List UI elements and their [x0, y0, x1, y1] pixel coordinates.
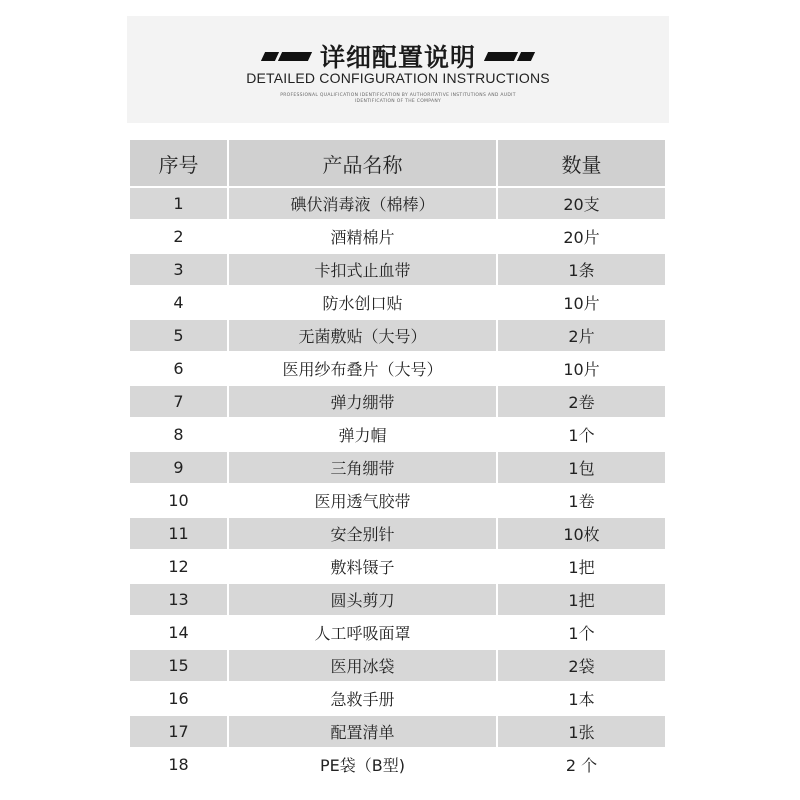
row-serial-number: 7 [130, 385, 228, 418]
table-row [130, 385, 665, 418]
row-serial-number: 14 [130, 616, 228, 649]
table-row [130, 649, 665, 682]
row-product-name: 酒精棉片 [228, 220, 497, 253]
table-row [130, 418, 665, 451]
header-serial-number: 序号 [130, 140, 228, 187]
row-quantity: 2卷 [497, 385, 665, 418]
fine-print [167, 93, 629, 105]
row-serial-number: 4 [130, 286, 228, 319]
page-title: 详细配置说明 [319, 43, 476, 72]
row-quantity: 1把 [497, 550, 665, 583]
row-product-name: 医用透气胶带 [228, 484, 497, 517]
table-row [130, 451, 665, 484]
table-row [130, 517, 665, 550]
row-serial-number: 3 [130, 253, 228, 286]
table-row [130, 187, 665, 220]
row-product-name: 弹力绷带 [228, 385, 497, 418]
table-row [130, 253, 665, 286]
row-quantity: 1把 [497, 583, 665, 616]
table-row [130, 583, 665, 616]
row-quantity: 2袋 [497, 649, 665, 682]
row-serial-number: 2 [130, 220, 228, 253]
row-quantity: 1本 [497, 682, 665, 715]
header-quantity: 数量 [497, 140, 665, 187]
row-product-name: PE袋（B型) [228, 748, 497, 780]
row-product-name: 圆头剪刀 [228, 583, 497, 616]
title-row [127, 38, 669, 74]
row-product-name: 无菌敷贴（大号） [228, 319, 497, 352]
row-serial-number: 8 [130, 418, 228, 451]
row-quantity: 20片 [497, 220, 665, 253]
row-quantity: 1条 [497, 253, 665, 286]
right-stripe-decoration [486, 52, 533, 61]
row-quantity: 2片 [497, 319, 665, 352]
table-row [130, 616, 665, 649]
row-product-name: 弹力帽 [228, 418, 497, 451]
row-serial-number: 11 [130, 517, 228, 550]
left-stripe-decoration [263, 52, 310, 61]
row-serial-number: 9 [130, 451, 228, 484]
row-serial-number: 18 [130, 748, 228, 780]
row-product-name: 三角绷带 [228, 451, 497, 484]
row-product-name: 防水创口贴 [228, 286, 497, 319]
row-quantity: 1个 [497, 616, 665, 649]
row-serial-number: 6 [130, 352, 228, 385]
row-serial-number: 15 [130, 649, 228, 682]
table-header-row [130, 140, 665, 187]
table-row [130, 220, 665, 253]
header-panel [127, 16, 669, 123]
row-quantity: 1个 [497, 418, 665, 451]
row-serial-number: 17 [130, 715, 228, 748]
table-row [130, 286, 665, 319]
row-product-name: 敷料镊子 [228, 550, 497, 583]
row-product-name: 急救手册 [228, 682, 497, 715]
row-serial-number: 10 [130, 484, 228, 517]
row-quantity: 10片 [497, 352, 665, 385]
row-quantity: 1包 [497, 451, 665, 484]
row-quantity: 2 个 [497, 748, 665, 780]
row-product-name: 医用纱布叠片（大号） [228, 352, 497, 385]
row-quantity: 10片 [497, 286, 665, 319]
row-quantity: 10枚 [497, 517, 665, 550]
table-row [130, 550, 665, 583]
table-row [130, 715, 665, 748]
table-row [130, 352, 665, 385]
row-product-name: 人工呼吸面罩 [228, 616, 497, 649]
row-quantity: 20支 [497, 187, 665, 220]
row-serial-number: 5 [130, 319, 228, 352]
table-row [130, 682, 665, 715]
row-product-name: 卡扣式止血带 [228, 253, 497, 286]
table-row [130, 319, 665, 352]
row-product-name: 医用冰袋 [228, 649, 497, 682]
row-product-name: 碘伏消毒液（棉棒） [228, 187, 497, 220]
table-row [130, 748, 665, 780]
fine-print-line-1: PROFESSIONAL QUALIFICATION IDENTIFICATION BY AUTHORITATIVE INSTITUTIONS AND AUDIT [280, 93, 516, 98]
row-product-name: 安全别针 [228, 517, 497, 550]
row-product-name: 配置清单 [228, 715, 497, 748]
header-product-name: 产品名称 [228, 140, 497, 187]
configuration-table [130, 140, 665, 780]
table-row [130, 484, 665, 517]
row-quantity: 1卷 [497, 484, 665, 517]
row-serial-number: 12 [130, 550, 228, 583]
page-subtitle: DETAILED CONFIGURATION INSTRUCTIONS [246, 70, 550, 86]
row-serial-number: 13 [130, 583, 228, 616]
fine-print-line-2: IDENTIFICATION OF THE COMPANY [354, 99, 442, 104]
row-serial-number: 1 [130, 187, 228, 220]
row-serial-number: 16 [130, 682, 228, 715]
row-quantity: 1张 [497, 715, 665, 748]
